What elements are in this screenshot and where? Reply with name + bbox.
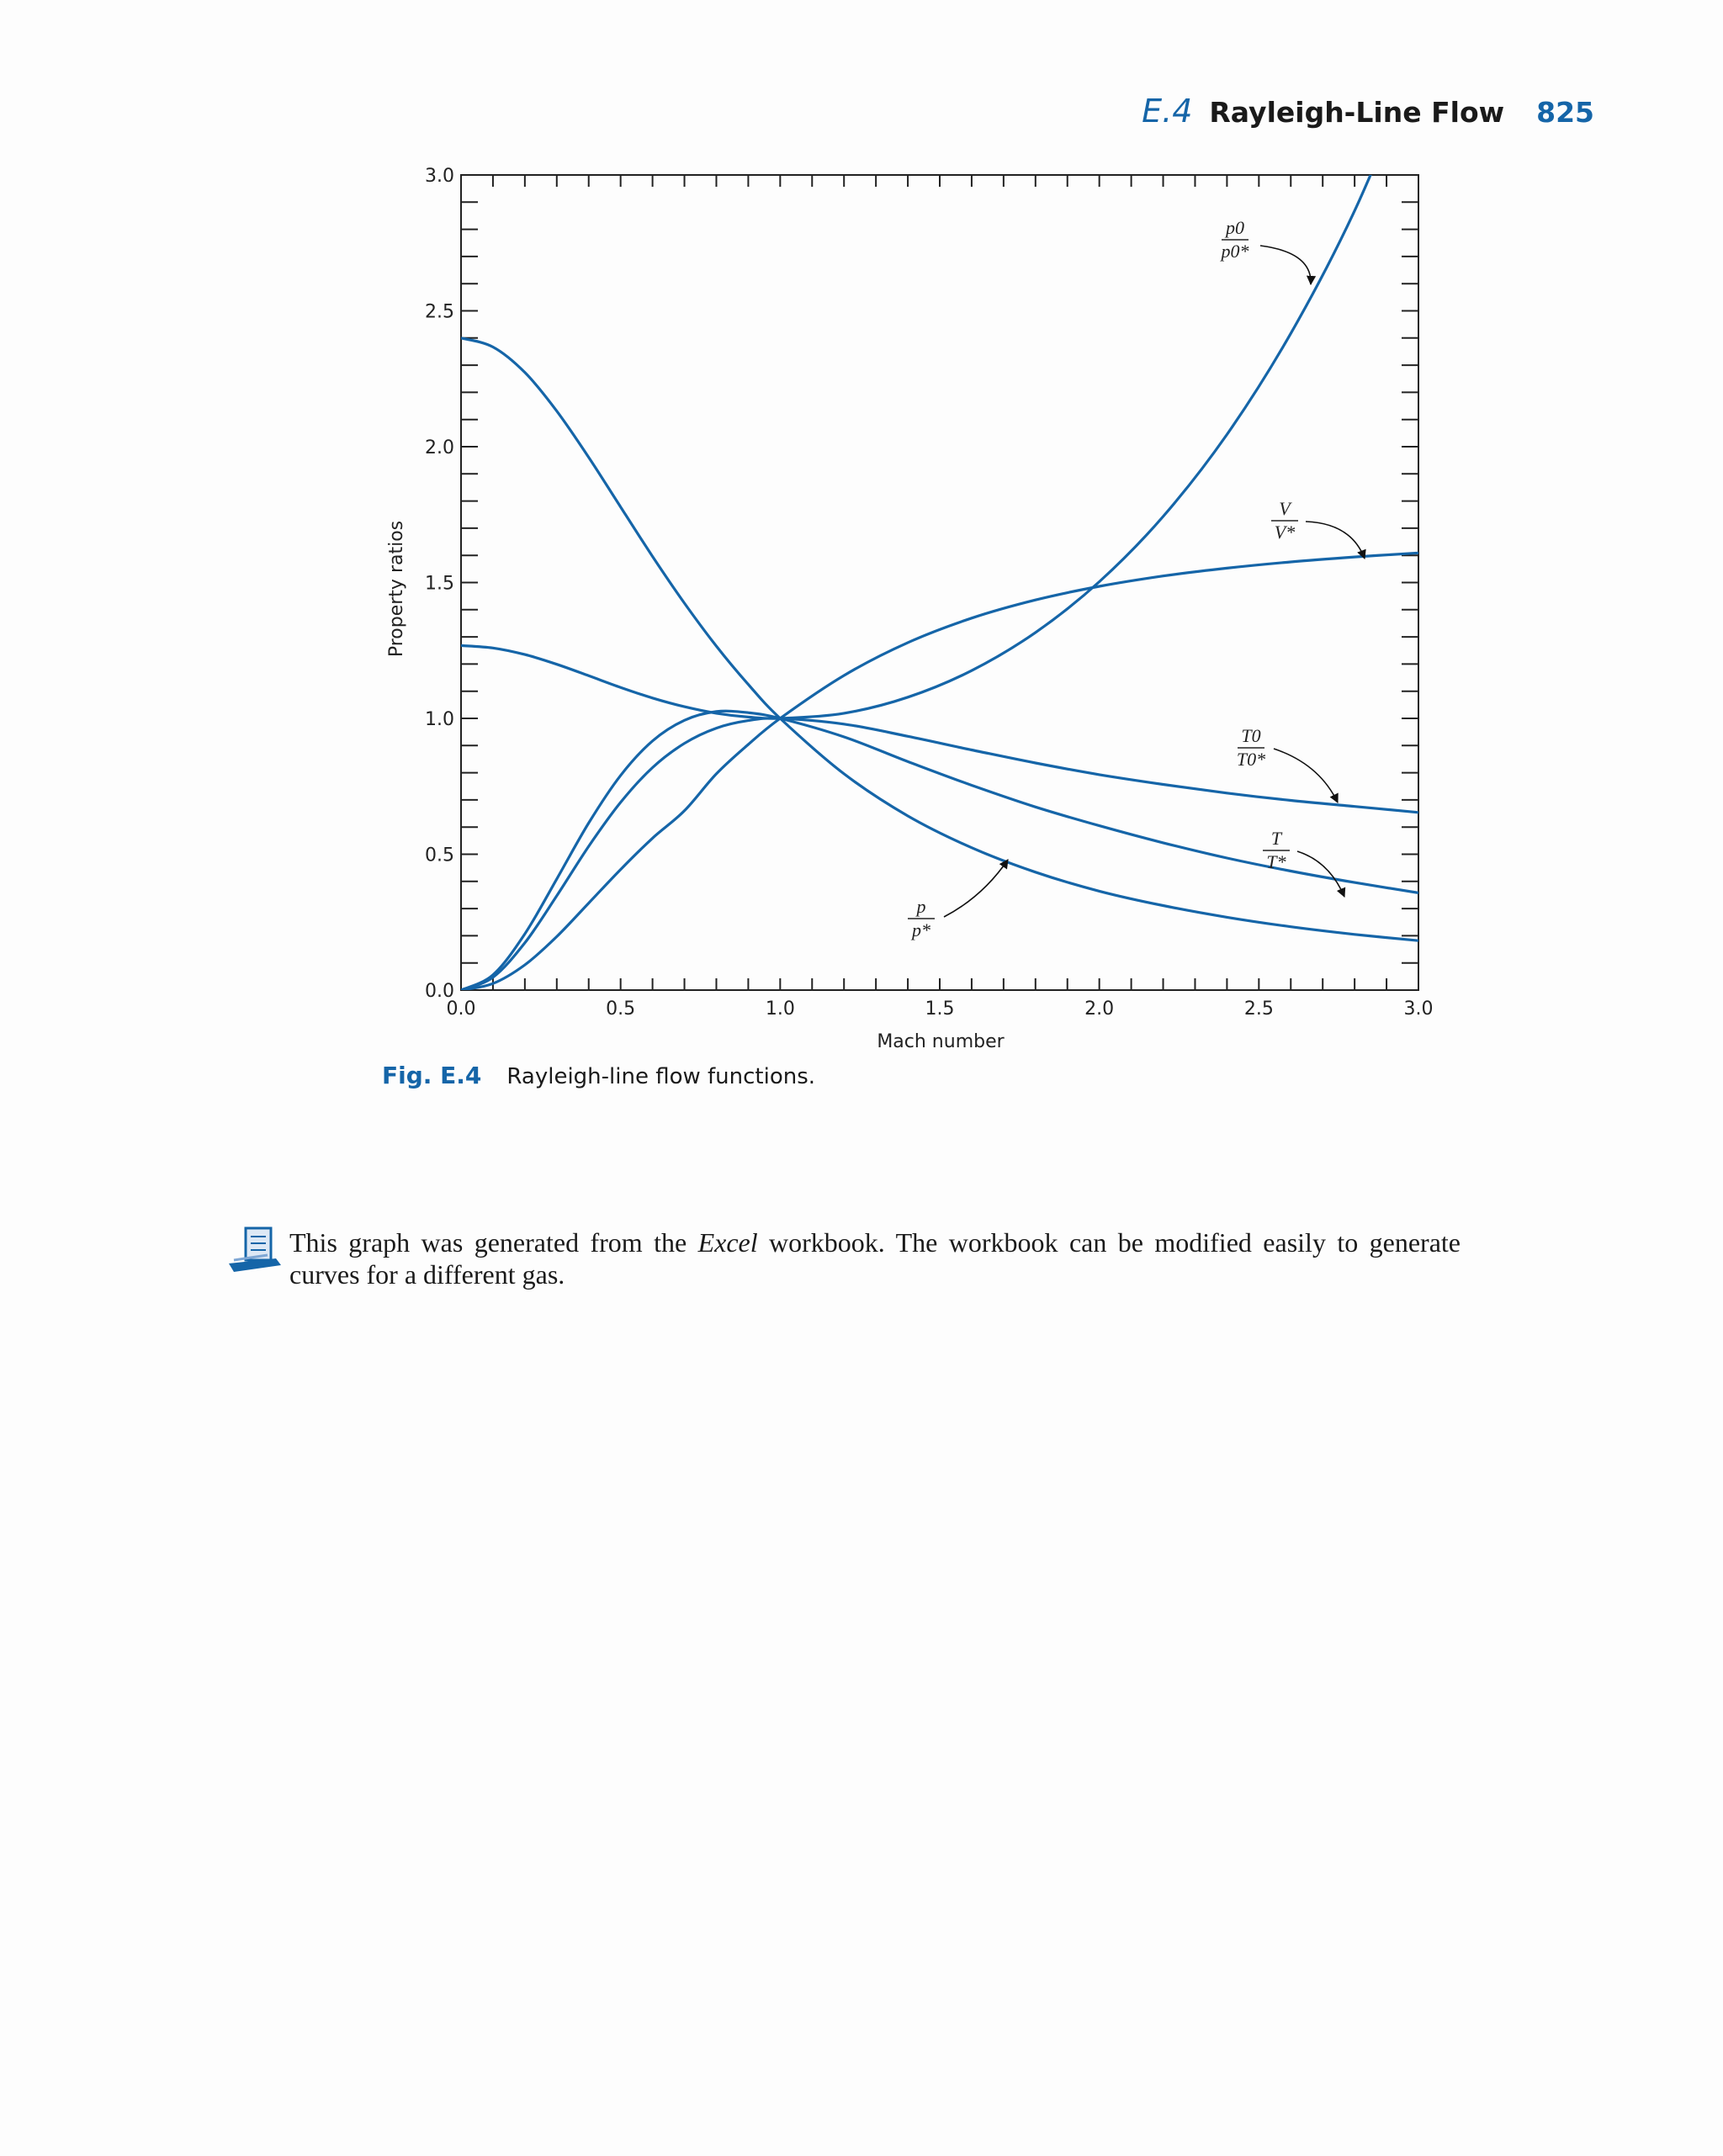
y-tick-label: 2.5: [425, 301, 454, 323]
leader-arrow: [1260, 246, 1311, 284]
x-tick-label: 2.0: [1084, 999, 1115, 1020]
y-tick-label: 3.0: [425, 166, 454, 187]
chart-axes: [425, 166, 1434, 1020]
curve-label-p0p0: [1220, 217, 1312, 284]
figure-caption-text: Rayleigh-line flow functions.: [506, 1064, 816, 1089]
curve-label-denominator: p*: [912, 919, 930, 940]
curve-label-t0t0: [1237, 725, 1338, 803]
curve-label-denominator: p0*: [1221, 241, 1249, 262]
x-tick-label: 3.0: [1403, 999, 1434, 1020]
x-tick-label: 0.0: [446, 999, 476, 1020]
note-text-excel: Excel: [697, 1227, 758, 1258]
x-axis-label: Mach number: [877, 1031, 1005, 1052]
workbook-icon: [225, 1226, 283, 1275]
series-line-p0p0: [461, 60, 1418, 718]
y-tick-label: 1.5: [425, 573, 454, 595]
note-text-part: This graph was generated from the: [289, 1227, 698, 1258]
curve-label-numerator: T0: [1241, 725, 1261, 746]
curve-label-pp: [908, 860, 1008, 940]
y-tick-label: 0.0: [425, 981, 454, 1002]
curve-label-vv: [1271, 498, 1365, 559]
y-tick-label: 0.5: [425, 845, 454, 866]
curve-label-denominator: V*: [1274, 522, 1296, 543]
y-tick-label: 1.0: [425, 709, 454, 730]
curve-label-numerator: V: [1279, 498, 1291, 519]
curve-label-denominator: T0*: [1236, 749, 1266, 770]
x-tick-label: 2.5: [1243, 999, 1274, 1020]
curve-label-numerator: p: [916, 896, 926, 917]
note-text: [289, 1226, 1461, 1290]
note-text-part: workbook. The workbook can be modified easily to generate curves for a different gas.: [289, 1227, 1461, 1290]
leader-arrow: [1306, 522, 1365, 559]
curve-label-denominator: T*: [1266, 851, 1286, 872]
curve-label-tt: [1263, 828, 1344, 897]
leader-arrow: [944, 860, 1008, 917]
x-tick-label: 0.5: [606, 999, 636, 1020]
leader-arrow: [1274, 749, 1338, 803]
x-tick-label: 1.0: [765, 999, 795, 1020]
figure-caption: [382, 1062, 815, 1089]
section-number: E.4: [1142, 93, 1193, 130]
section-title: Rayleigh-Line Flow: [1209, 96, 1505, 129]
figure-label: Fig. E.4: [382, 1062, 482, 1089]
x-tick-label: 1.5: [925, 999, 955, 1020]
page-number: 825: [1536, 96, 1594, 129]
y-axis-label: Property ratios: [386, 520, 407, 658]
y-tick-label: 2.0: [425, 437, 454, 458]
curve-label-numerator: p0: [1226, 217, 1244, 238]
curve-label-numerator: T: [1270, 828, 1282, 849]
